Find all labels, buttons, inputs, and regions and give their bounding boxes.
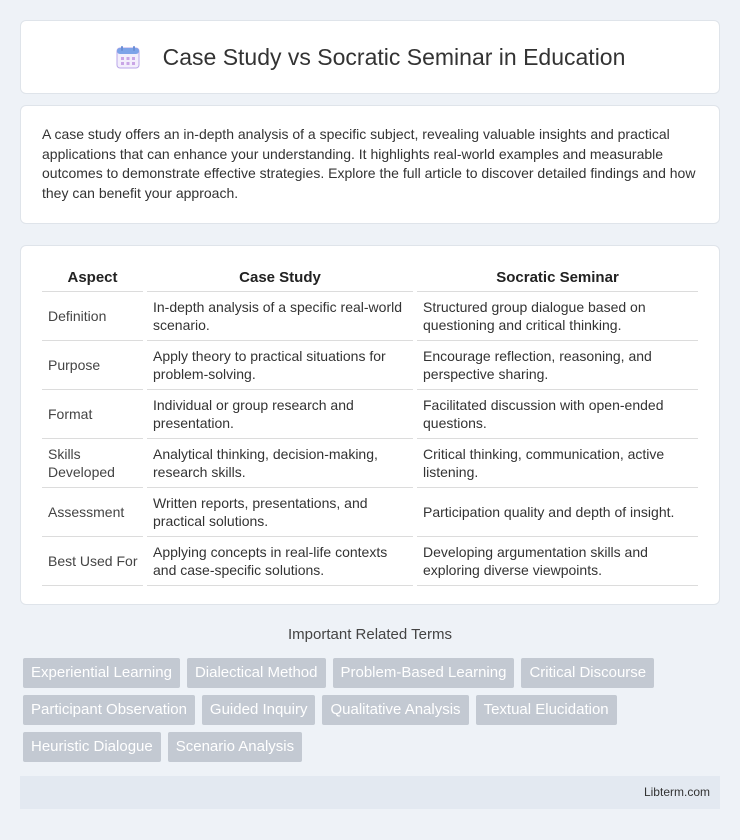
aspect-cell: Assessment — [42, 488, 143, 537]
term-tag[interactable]: Guided Inquiry — [202, 695, 316, 725]
table-row — [42, 537, 698, 586]
case-study-cell: Analytical thinking, decision-making, research skills. — [147, 439, 413, 488]
aspect-cell: Best Used For — [42, 537, 143, 586]
case-study-cell: Written reports, presentations, and practical solutions. — [147, 488, 413, 537]
socratic-cell: Participation quality and depth of insight. — [417, 488, 698, 537]
term-tag[interactable]: Scenario Analysis — [168, 732, 302, 762]
term-tag[interactable]: Participant Observation — [23, 695, 195, 725]
comparison-card — [20, 245, 720, 605]
socratic-cell: Structured group dialogue based on questioning and critical thinking. — [417, 292, 698, 341]
socratic-cell: Critical thinking, communication, active listening. — [417, 439, 698, 488]
table-row — [42, 292, 698, 341]
aspect-cell: Purpose — [42, 341, 143, 390]
aspect-cell: Skills Developed — [42, 439, 143, 488]
socratic-cell: Developing argumentation skills and exploring diverse viewpoints. — [417, 537, 698, 586]
term-tag[interactable]: Dialectical Method — [187, 658, 326, 688]
comparison-table — [38, 266, 702, 586]
intro-card — [20, 105, 720, 224]
page-title: Case Study vs Socratic Seminar in Education — [162, 43, 626, 70]
table-row — [42, 488, 698, 537]
term-tag[interactable]: Textual Elucidation — [476, 695, 617, 725]
header-case-study: Case Study — [147, 266, 413, 292]
related-terms-title: Important Related Terms — [288, 626, 452, 643]
table-row — [42, 439, 698, 488]
aspect-cell: Definition — [42, 292, 143, 341]
header-aspect: Aspect — [42, 266, 143, 292]
footer-link[interactable]: Libterm.com — [643, 785, 710, 799]
table-row — [42, 390, 698, 439]
term-tag[interactable]: Experiential Learning — [23, 658, 180, 688]
socratic-cell: Encourage reflection, reasoning, and perspective sharing. — [417, 341, 698, 390]
term-tag[interactable]: Qualitative Analysis — [322, 695, 468, 725]
case-study-cell: Applying concepts in real-life contexts and case-specific solutions. — [147, 537, 413, 586]
footer — [20, 776, 720, 809]
header-socratic-seminar: Socratic Seminar — [417, 266, 698, 292]
case-study-cell: In-depth analysis of a specific real-world scenario. — [147, 292, 413, 341]
case-study-cell: Individual or group research and presentation. — [147, 390, 413, 439]
socratic-cell: Facilitated discussion with open-ended questions. — [417, 390, 698, 439]
title-card — [20, 20, 720, 94]
calendar-icon — [115, 44, 141, 70]
term-tag[interactable]: Critical Discourse — [521, 658, 654, 688]
aspect-cell: Format — [42, 390, 143, 439]
intro-text: A case study offers an in-depth analysis of a specific subject, revealing valuable insights and practical applications that can enhance your understanding. It highlights real-world examples and measurable outcomes to demonstrate effective strategies. Explore the full article to discover detailed findings and how they can benefit your approach. — [42, 126, 696, 201]
related-terms-list — [23, 658, 713, 762]
term-tag[interactable]: Heuristic Dialogue — [23, 732, 161, 762]
table-header-row — [42, 266, 698, 292]
term-tag[interactable]: Problem-Based Learning — [333, 658, 515, 688]
table-row — [42, 341, 698, 390]
case-study-cell: Apply theory to practical situations for problem-solving. — [147, 341, 413, 390]
